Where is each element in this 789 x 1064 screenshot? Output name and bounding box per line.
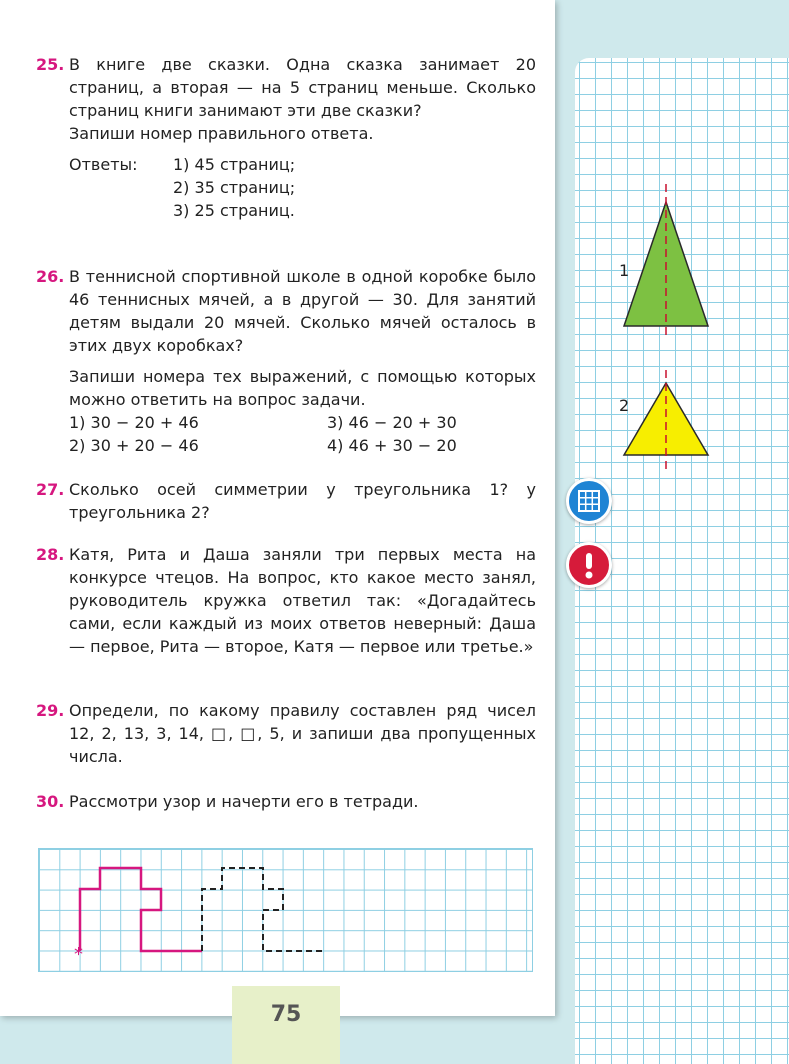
problem-number: 25. — [36, 55, 65, 74]
pattern-dashed-line — [202, 868, 324, 951]
page-number-tab — [232, 986, 340, 1064]
problem-number: 29. — [36, 701, 65, 720]
problem-text — [69, 53, 536, 145]
problem-number: 30. — [36, 792, 65, 811]
problem-text: Катя, Рита и Даша заняли три первых места на конкурсе чтецов. На вопрос, кто какое место занял, руководитель кружка ответил так: «Догадайтесь сами, если каждый из моих ответов неверный: Даша — первое, Рита — второе, Катя — первое или третье.» — [69, 545, 536, 656]
triangle-2 — [624, 383, 708, 455]
page-number: 75 — [270, 1002, 302, 1027]
problem-30 — [36, 790, 536, 813]
problem-instruction: Запиши номера тех выражений, с помощью которых можно ответить на вопрос задачи. — [69, 367, 536, 409]
problem-27 — [36, 478, 536, 524]
expression: 3) 46 − 20 + 30 — [327, 413, 457, 432]
pattern-solid-line — [80, 868, 202, 951]
answers-label: Ответы: — [69, 155, 138, 174]
problem-statement: В книге две сказки. Одна сказка занимает 20 страниц, а вторая — на 5 страниц меньше. Сколько страниц книги занимают эти две сказки? — [69, 55, 536, 120]
answer-option: 1) 45 страниц; — [173, 155, 296, 174]
triangle-2-label: 2 — [619, 396, 630, 415]
start-star-icon: * — [74, 944, 83, 965]
answer-option: 2) 35 страниц; — [173, 178, 296, 197]
problem-25 — [36, 53, 536, 223]
problem-28 — [36, 543, 536, 658]
problem-number: 28. — [36, 545, 65, 564]
problem-text: Рассмотри узор и начерти его в тетради. — [69, 792, 419, 811]
pattern-grid — [38, 848, 533, 972]
problem-statement: В теннисной спортивной школе в одной коробке было 46 теннисных мячей, а в другой — 30. Для занятий детям выдали 20 мячей. Сколько мячей осталось в этих двух коробках? — [69, 267, 536, 355]
problem-29 — [36, 699, 536, 768]
expressions — [69, 411, 536, 459]
exclamation-icon[interactable] — [566, 542, 612, 588]
triangle-1-label: 1 — [619, 261, 630, 280]
problem-text: Определи, по какому правилу составлен ряд чисел 12, 2, 13, 3, 14, □, □, 5, и запиши два пропущенных числа. — [69, 701, 536, 766]
problem-text — [69, 265, 536, 411]
answer-options — [69, 153, 536, 223]
problem-number: 26. — [36, 267, 65, 286]
problem-26 — [36, 265, 536, 459]
answer-option: 3) 25 страниц. — [173, 201, 295, 220]
problem-instruction: Запиши номер правильного ответа. — [69, 124, 374, 143]
symmetry-figures — [600, 180, 740, 480]
grid-icon[interactable] — [566, 478, 612, 524]
expression: 1) 30 − 20 + 46 — [69, 413, 199, 432]
pattern-drawing — [39, 849, 532, 971]
expression: 2) 30 + 20 − 46 — [69, 436, 199, 455]
problem-number: 27. — [36, 480, 65, 499]
problem-text: Сколько осей симметрии у треугольника 1? у треугольника 2? — [69, 480, 536, 522]
expression: 4) 46 + 30 − 20 — [327, 436, 457, 455]
